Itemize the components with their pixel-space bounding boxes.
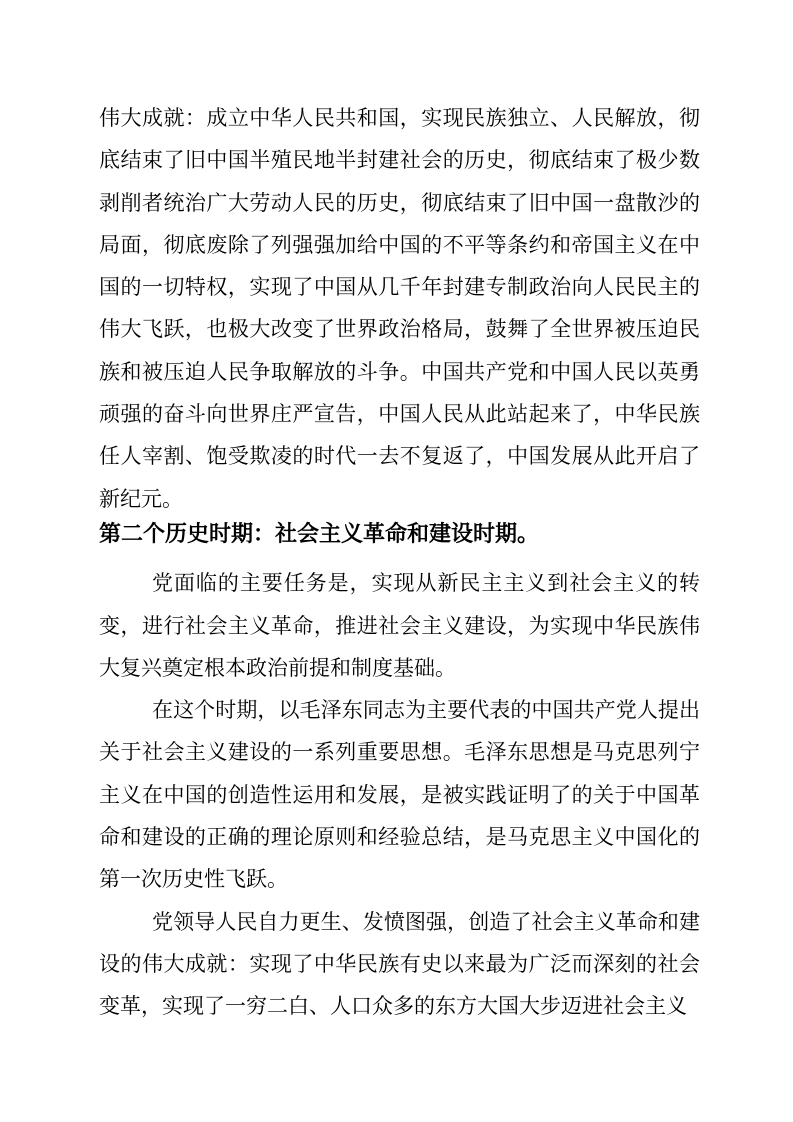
body-paragraph: 党领导人民自力更生、发愤图强，创造了社会主义革命和建设的伟大成就：实现了中华民族有史以来最为广泛而深刻的社会变革，实现了一穷二白、人口众多的东方大国大步迈进社会主义: [99, 909, 700, 1019]
body-paragraph: 伟大成就：成立中华人民共和国，实现民族独立、人民解放，彻底结束了旧中国半殖民地半封建社会的历史，彻底结束了极少数剥削者统治广大劳动人民的历史，彻底结束了旧中国一盘散沙的局面，彻底废除了列强强加给中国的不平等条约和帝国主义在中国的一切特权，实现了中国从几千年封建专制政治向人民民主的伟大飞跃，也极大改变了世界政治格局，鼓舞了全世界被压迫民族和被压迫人民争取解放的斗争。中国共产党和中国人民以英勇顽强的奋斗向世界庄严宣告，中国人民从此站起来了，中华民族任人宰割、饱受欺凌的时代一去不复返了，中国发展从此开启了新纪元。: [99, 106, 700, 511]
section-heading: 第二个历史时期：社会主义革命和建设时期。: [99, 520, 540, 546]
body-paragraph: 党面临的主要任务是，实现从新民主主义到社会主义的转变，进行社会主义革命，推进社会主义建设，为实现中华民族伟大复兴奠定根本政治前提和制度基础。: [99, 571, 700, 680]
body-paragraph: 在这个时期，以毛泽东同志为主要代表的中国共产党人提出关于社会主义建设的一系列重要思想。毛泽东思想是马克思列宁主义在中国的创造性运用和发展，是被实践证明了的关于中国革命和建设的正确的理论原则和经验总结，是马克思主义中国化的第一次历史性飞跃。: [99, 698, 700, 892]
page-content: [99, 97, 700, 1028]
